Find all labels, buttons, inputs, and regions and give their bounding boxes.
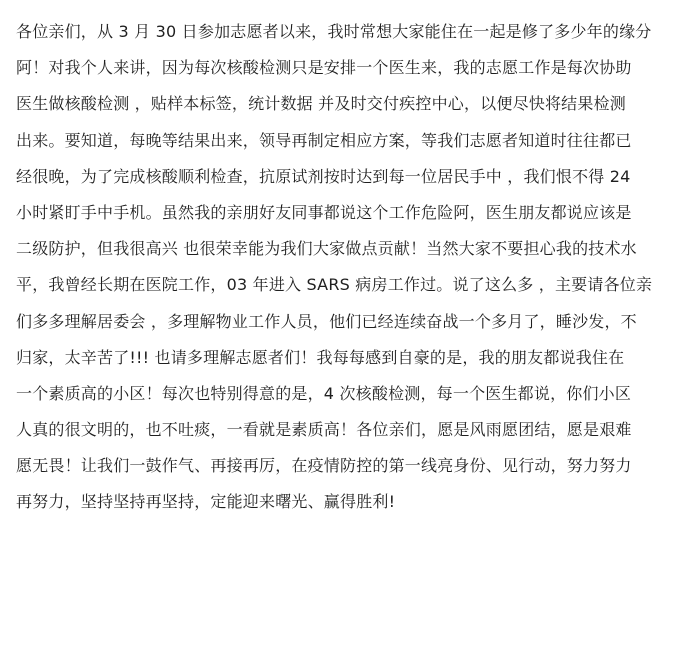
text-line: 小时紧盯手中手机。虽然我的亲朋好友同事都说这个工作危险阿，医生朋友都说应该是 [16,202,632,222]
text-line: 们多多理解居委会 ，多理解物业工作人员，他们已经连续奋战一个多月了，睡沙发，不 [16,311,637,331]
text-line: 愿无畏！让我们一鼓作气、再接再厉，在疫情防控的第一线亮身份、见行动，努力努力 [16,456,632,476]
text-line: 经很晚，为了完成核酸顺利检查，抗原试剂按时达到每一位居民手中 ，我们恨不得 24 [16,166,631,186]
text-line: 归家，太辛苦了!!! 也请多理解志愿者们！我每每感到自豪的是，我的朋友都说我住在 [16,347,625,367]
text-line: 再努力，坚持坚持再坚持，定能迎来曙光、赢得胜利! [16,492,396,512]
text-line: 出来。要知道，每晚等结果出来，领导再制定相应方案，等我们志愿者知道时往往都已 [16,130,632,150]
text-line: 二级防护，但我很高兴 也很荣幸能为我们大家做点贡献！当然大家不要担心我的技术水 [16,239,637,259]
text-line: 一个素质高的小区！每次也特别得意的是，4 次核酸检测，每一个医生都说，你们小区 [16,383,632,403]
text-line: 阿！对我个人来讲，因为每次核酸检测只是安排一个医生来，我的志愿工作是每次协助 [16,58,632,78]
text-line: 各位亲们，从 3 月 30 日参加志愿者以来，我时常想大家能住在一起是修了多少年的缘分 [16,22,652,41]
text-line: 医生做核酸检测 ，贴样本标签，统计数据 并及时交付疾控中心，以便尽快将结果检测 [16,94,626,114]
text-line: 人真的很文明的，也不吐痰，一看就是素质高！各位亲们，愿是风雨愿团结，愿是艰难 [16,420,632,440]
text-line: 平，我曾经长期在医院工作，03 年进入 SARS 病房工作过。说了这么多 ，主要请各位亲 [16,275,653,295]
document-body [16,14,674,521]
